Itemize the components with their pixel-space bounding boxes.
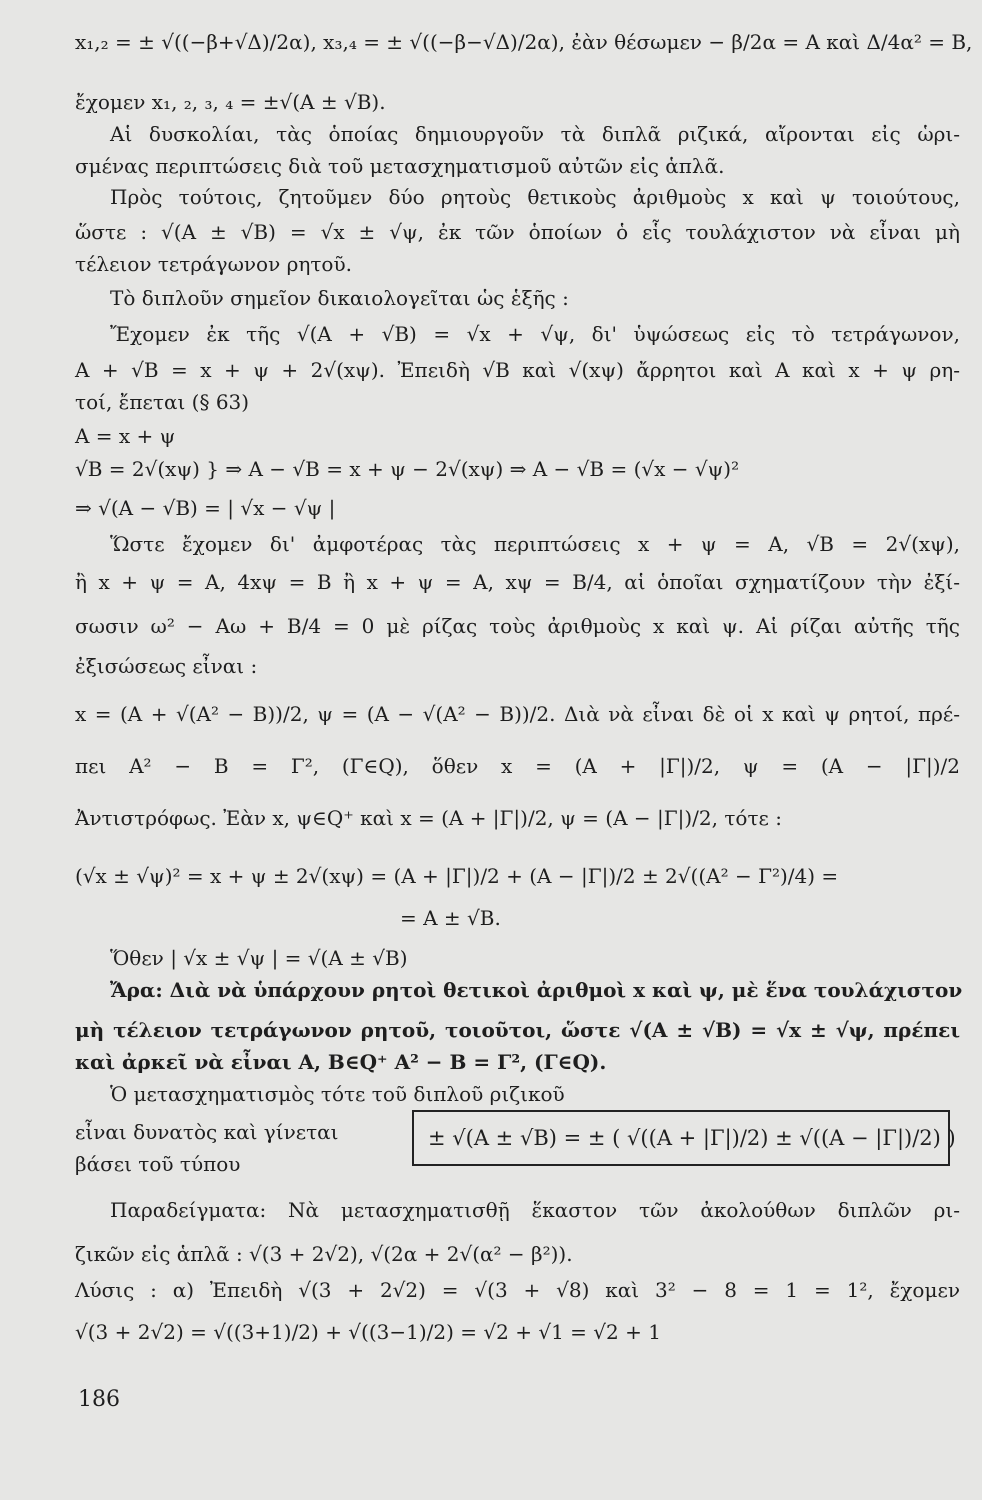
text-line: Παραδείγματα: Νὰ μετασχηματισθῇ ἕκαστον τῶν ἀκολούθων διπλῶν ρι- bbox=[110, 1198, 960, 1222]
text-line: x₁,₂ = ± √((−β+√Δ)/2α), x₃,₄ = ± √((−β−√Δ)/2α), ἐὰν θέσωμεν − β/2α = A καὶ Δ/4α² = B, bbox=[75, 30, 973, 54]
text-line: Ὥστε ἔχομεν δι' ἀμφοτέρας τὰς περιπτώσεις x + ψ = A, √B = 2√(xψ), bbox=[110, 532, 960, 556]
text-line: βάσει τοῦ τύπου bbox=[75, 1152, 241, 1176]
math-line: (√x ± √ψ)² = x + ψ ± 2√(xψ) = (A + |Γ|)/2 + (A − |Γ|)/2 ± 2√((A² − Γ²)/4) = bbox=[75, 864, 839, 888]
text-line: A + √B = x + ψ + 2√(xψ). Ἐπειδὴ √B καὶ √(xψ) ἄρρητοι καὶ A καὶ x + ψ ρη- bbox=[75, 358, 960, 382]
text-line: σμένας περιπτώσεις διὰ τοῦ μετασχηματισμοῦ αὐτῶν εἰς ἁπλᾶ. bbox=[75, 154, 725, 178]
text-line: εἶναι δυνατὸς καὶ γίνεται bbox=[75, 1120, 339, 1144]
theorem-line: καὶ ἀρκεῖ νὰ εἶναι A, B∈Q⁺ A² − B = Γ², (Γ∈Q). bbox=[75, 1050, 607, 1074]
text-line: ἐξισώσεως εἶναι : bbox=[75, 654, 258, 678]
theorem-line: Ἄρα: Διὰ νὰ ὑπάρχουν ρητοὶ θετικοὶ ἀριθμοὶ x καὶ ψ, μὲ ἕνα τουλάχιστον bbox=[110, 978, 963, 1002]
math-line: A = x + ψ bbox=[75, 424, 176, 448]
math-line: Ἀντιστρόφως. Ἐὰν x, ψ∈Q⁺ καὶ x = (A + |Γ|)/2, ψ = (A − |Γ|)/2, τότε : bbox=[75, 806, 782, 830]
text-line: Αἱ δυσκολίαι, τὰς ὁποίας δημιουργοῦν τὰ διπλᾶ ριζικά, αἴρονται εἰς ὡρι- bbox=[110, 122, 960, 146]
text-line: Λύσις : α) Ἐπειδὴ √(3 + 2√2) = √(3 + √8) καὶ 3² − 8 = 1 = 1², ἔχομεν bbox=[75, 1278, 960, 1302]
text-line: ἢ x + ψ = A, 4xψ = B ἢ x + ψ = A, xψ = B/4, αἱ ὁποῖαι σχηματίζουν τὴν ἐξί- bbox=[75, 570, 960, 594]
text-line: Ὁ μετασχηματισμὸς τότε τοῦ διπλοῦ ριζικοῦ bbox=[110, 1082, 565, 1106]
text-line: Τὸ διπλοῦν σημεῖον δικαιολογεῖται ὡς ἑξῆς : bbox=[110, 286, 569, 310]
text-line: Πρὸς τούτοις, ζητοῦμεν δύο ρητοὺς θετικοὺς ἀριθμοὺς x καὶ ψ τοιούτους, bbox=[110, 185, 960, 209]
text-line: ὥστε : √(A ± √B) = √x ± √ψ, ἐκ τῶν ὁποίων ὁ εἷς τουλάχιστον νὰ εἶναι μὴ bbox=[75, 220, 960, 244]
text-line: τέλειον τετράγωνον ρητοῦ. bbox=[75, 252, 352, 276]
boxed-formula: ± √(A ± √B) = ± ( √((A + |Γ|)/2) ± √((A − |Γ|)/2) ) bbox=[412, 1110, 950, 1166]
text-line: τοί, ἔπεται (§ 63) bbox=[75, 390, 250, 414]
math-line: √B = 2√(xψ) } ⇒ A − √B = x + ψ − 2√(xψ) ⇒ A − √B = (√x − √ψ)² bbox=[75, 457, 740, 481]
text-line: ζικῶν εἰς ἁπλᾶ : √(3 + 2√2), √(2α + 2√(α² − β²)). bbox=[75, 1242, 573, 1266]
math-line: Ὅθεν | √x ± √ψ | = √(A ± √B) bbox=[110, 946, 408, 970]
text-line: Ἔχομεν ἐκ τῆς √(A + √B) = √x + √ψ, δι' ὑψώσεως εἰς τὸ τετράγωνον, bbox=[110, 322, 960, 346]
theorem-line: μὴ τέλειον τετράγωνον ρητοῦ, τοιοῦτοι, ὥστε √(A ± √B) = √x ± √ψ, πρέπει bbox=[75, 1018, 960, 1042]
math-line: ⇒ √(A − √B) = | √x − √ψ | bbox=[75, 496, 336, 520]
math-line: = A ± √B. bbox=[400, 906, 501, 930]
math-line: √(3 + 2√2) = √((3+1)/2) + √((3−1)/2) = √2 + √1 = √2 + 1 bbox=[75, 1320, 661, 1344]
text-line: ἔχομεν x₁, ₂, ₃, ₄ = ±√(A ± √B). bbox=[75, 90, 386, 114]
page-number: 186 bbox=[78, 1387, 120, 1412]
text-line: σωσιν ω² − Aω + B/4 = 0 μὲ ρίζας τοὺς ἀριθμοὺς x καὶ ψ. Αἱ ρίζαι αὐτῆς τῆς bbox=[75, 614, 960, 638]
math-line: πει A² − B = Γ², (Γ∈Q), ὅθεν x = (A + |Γ|)/2, ψ = (A − |Γ|)/2 bbox=[75, 754, 960, 778]
math-line: x = (A + √(A² − B))/2, ψ = (A − √(A² − B))/2. Διὰ νὰ εἶναι δὲ οἱ x καὶ ψ ρητοί, πρέ- bbox=[75, 702, 960, 726]
